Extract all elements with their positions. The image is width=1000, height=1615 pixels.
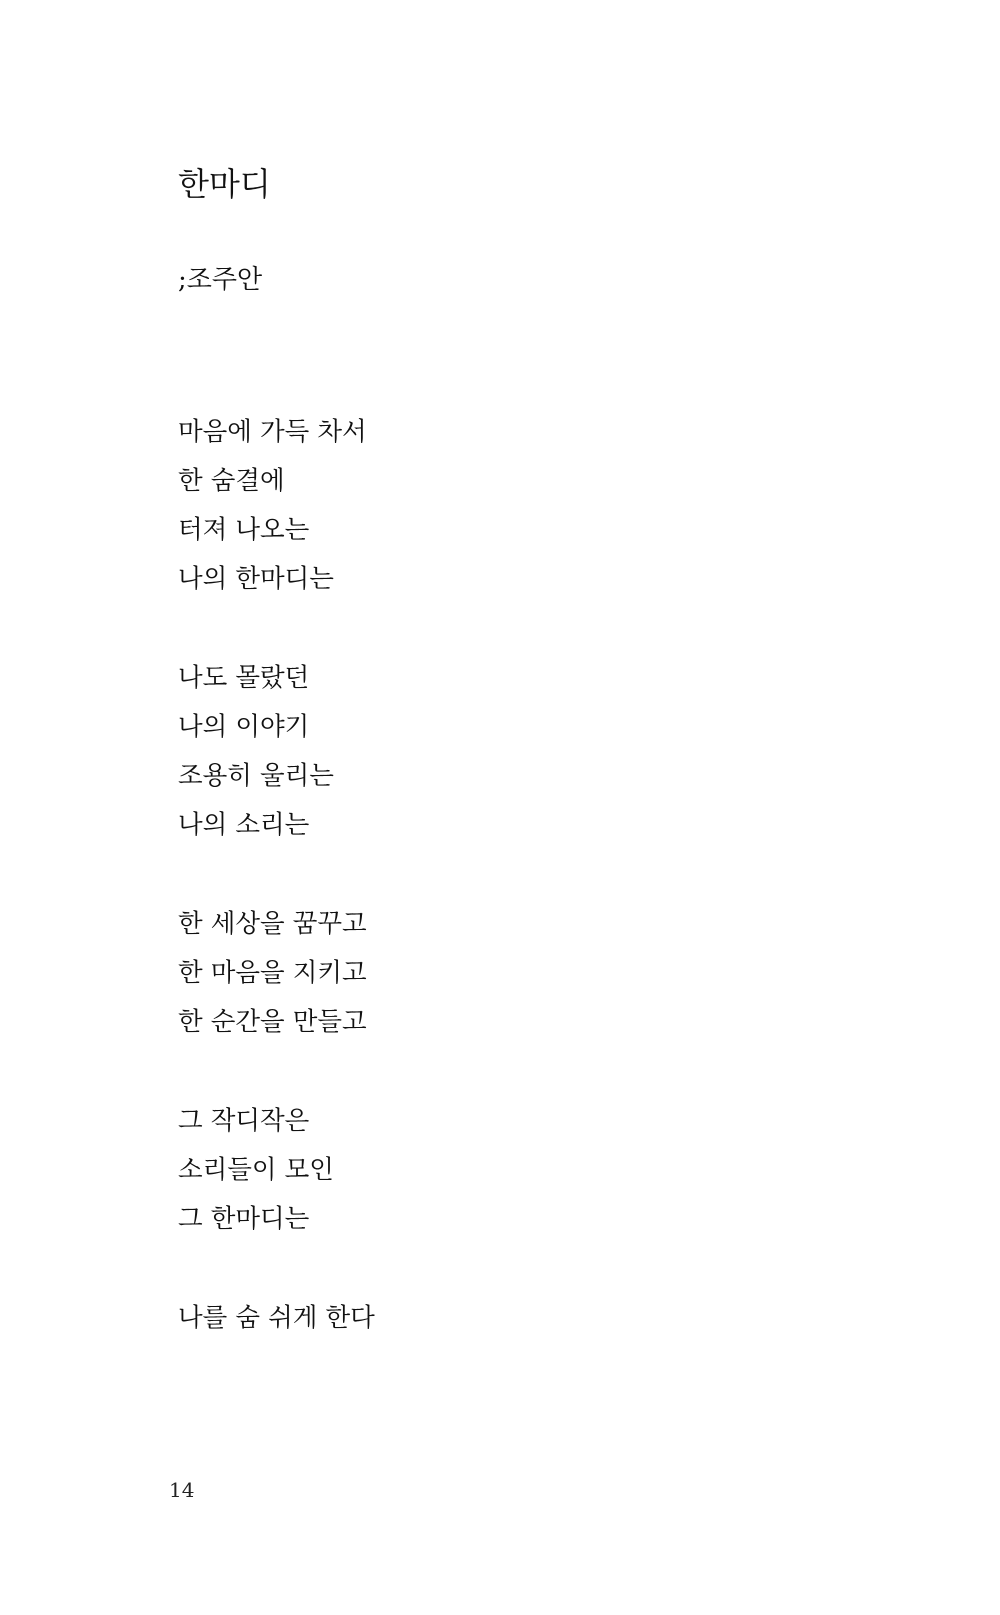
poem-line: 나의 소리는 (178, 810, 310, 840)
poem-author: ;조주안 (178, 265, 263, 295)
poem-line: 나의 이야기 (178, 712, 310, 742)
poem-line: 나를 숨 쉬게 한다 (178, 1303, 375, 1333)
poem-line: 한 순간을 만들고 (178, 1007, 367, 1037)
poem-title: 한마디 (178, 165, 271, 203)
poem-line: 소리들이 모인 (178, 1155, 334, 1185)
page-number: 14 (169, 1478, 195, 1502)
poem-line: 터져 나오는 (178, 515, 310, 545)
stanza (178, 408, 878, 604)
poem-line: 나의 한마디는 (178, 564, 334, 594)
stanza (178, 1294, 878, 1343)
poem-line: 나도 몰랐던 (178, 663, 310, 693)
poem-body (178, 408, 878, 1393)
poem-line: 그 작디작은 (178, 1106, 310, 1136)
poem-line: 한 세상을 꿈꾸고 (178, 909, 367, 939)
poem-line: 그 한마디는 (178, 1204, 310, 1234)
poem-line: 한 마음을 지키고 (178, 958, 367, 988)
poem-line: 마음에 가득 차서 (178, 417, 367, 447)
stanza (178, 654, 878, 850)
poem-line: 조용히 울리는 (178, 761, 334, 791)
poem-line: 한 숨결에 (178, 466, 285, 496)
stanza (178, 1097, 878, 1244)
stanza (178, 900, 878, 1047)
